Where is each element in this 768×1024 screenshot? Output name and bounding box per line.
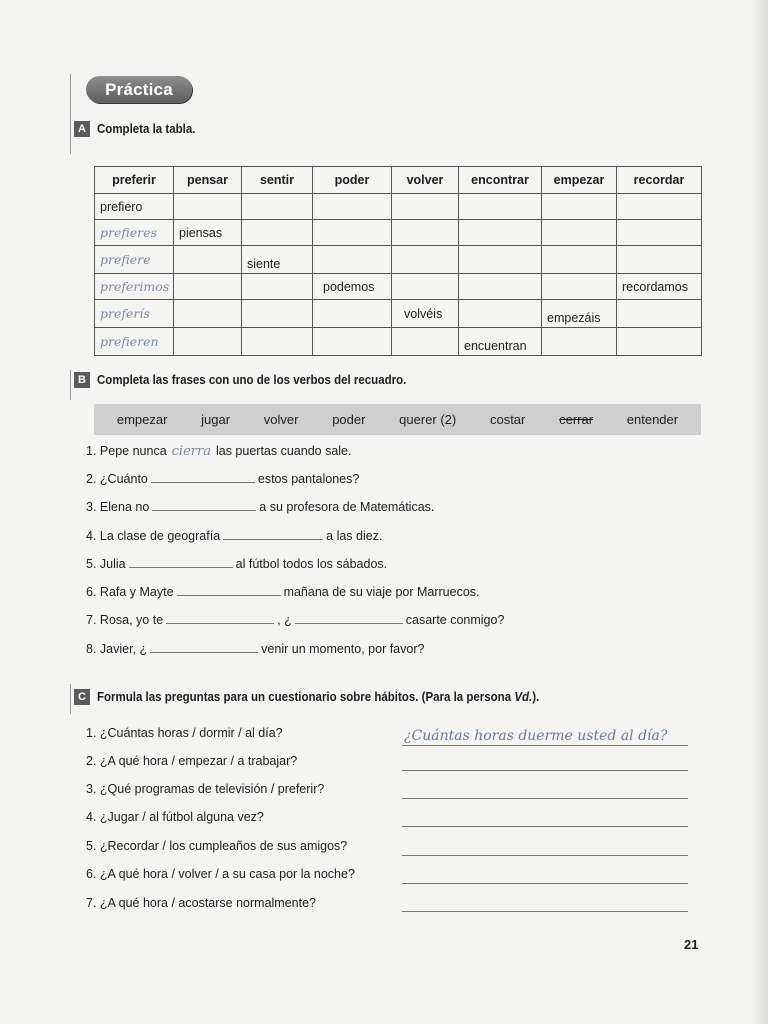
- page-edge-shadow: [750, 0, 768, 1024]
- table-cell: prefiero: [95, 194, 174, 220]
- section-b-header: [74, 372, 433, 388]
- answer-blank[interactable]: [152, 509, 256, 511]
- section-title-emphasis: Vd.: [514, 690, 533, 704]
- question: 6. ¿A qué hora / volver / a su casa por la noche?: [86, 867, 355, 881]
- answer-blank[interactable]: [177, 594, 281, 596]
- table-cell: encuentran: [459, 328, 542, 356]
- sentence: [86, 557, 387, 571]
- answer-line[interactable]: [402, 770, 688, 771]
- table-cell[interactable]: [242, 194, 313, 220]
- sentence-number: 4.: [86, 529, 97, 543]
- table-cell[interactable]: [542, 328, 617, 356]
- answer-blank[interactable]: [151, 481, 255, 483]
- page-number: 21: [684, 937, 699, 952]
- sentence-number: 8.: [86, 642, 97, 656]
- sentence-text: Elena no: [99, 500, 150, 514]
- table-header-row: [95, 167, 702, 194]
- section-title: Completa la tabla.: [97, 122, 196, 136]
- column-header: recordar: [617, 167, 702, 194]
- sentence: [86, 500, 434, 514]
- sentence-text: Pepe nunca: [99, 444, 167, 458]
- answer-line[interactable]: [402, 798, 688, 799]
- margin-rule: [70, 74, 71, 154]
- section-c-header: [74, 689, 578, 705]
- word-option: entender: [626, 412, 679, 427]
- section-letter: B: [74, 372, 90, 388]
- table-cell-handwritten: preferís: [95, 300, 174, 328]
- handwritten-answer: cierra: [171, 444, 211, 459]
- table-cell: volvéis: [392, 300, 459, 328]
- table-cell[interactable]: [242, 220, 313, 246]
- table-cell[interactable]: [392, 328, 459, 356]
- conjugation-table: [94, 166, 702, 356]
- practica-banner: Práctica: [86, 76, 192, 103]
- word-option: jugar: [201, 412, 231, 427]
- answer-line[interactable]: [402, 745, 688, 746]
- table-cell[interactable]: [459, 300, 542, 328]
- table-cell-handwritten: prefieren: [95, 328, 174, 356]
- answer-blank[interactable]: [295, 622, 403, 624]
- sentence: [86, 444, 351, 459]
- section-a-header: [74, 121, 204, 137]
- sentence: [86, 613, 504, 627]
- table-cell[interactable]: [459, 220, 542, 246]
- sentence-text: a las diez.: [326, 529, 383, 543]
- column-header: pensar: [174, 167, 242, 194]
- table-row: [95, 246, 702, 274]
- answer-blank[interactable]: [223, 538, 323, 540]
- answer-blank[interactable]: [150, 651, 258, 653]
- table-cell: piensas: [174, 220, 242, 246]
- sentence-text: Rafa y Mayte: [99, 585, 174, 599]
- table-cell[interactable]: [174, 274, 242, 300]
- sentence-text: las puertas cuando sale.: [215, 444, 352, 458]
- table-cell[interactable]: [242, 328, 313, 356]
- section-title-text: Formula las preguntas para un cuestionario sobre hábitos. (Para la persona: [97, 690, 512, 704]
- answer-line[interactable]: [402, 883, 688, 884]
- answer-line[interactable]: [402, 826, 688, 827]
- margin-rule: [70, 684, 71, 714]
- handwritten-answer: ¿Cuántas horas duerme usted al día?: [404, 728, 668, 744]
- answer-blank[interactable]: [166, 622, 274, 624]
- question: 5. ¿Recordar / los cumpleaños de sus amigos?: [86, 839, 348, 853]
- table-row: [95, 194, 702, 220]
- table-cell[interactable]: [242, 300, 313, 328]
- sentence-text: ¿Cuánto: [99, 472, 148, 486]
- table-cell: empezáis: [542, 300, 617, 328]
- table-cell-handwritten: prefiere: [95, 246, 174, 274]
- answer-line[interactable]: [402, 911, 688, 912]
- section-title-end: ).: [532, 690, 540, 704]
- sentence: [86, 529, 382, 543]
- sentence-text: estos pantalones?: [257, 472, 360, 486]
- sentence: [86, 642, 424, 656]
- section-letter: C: [74, 689, 90, 705]
- question: 7. ¿A qué hora / acostarse normalmente?: [86, 896, 316, 910]
- table-cell[interactable]: [174, 328, 242, 356]
- table-cell[interactable]: [242, 274, 313, 300]
- sentence-text: , ¿: [277, 613, 292, 627]
- sentence-text: Javier, ¿: [99, 642, 148, 656]
- table-cell[interactable]: [617, 220, 702, 246]
- sentence-text: mañana de su viaje por Marruecos.: [283, 585, 480, 599]
- sentence-number: 7.: [86, 613, 97, 627]
- word-option-crossed: cerrar: [559, 412, 594, 427]
- section-letter: A: [74, 121, 90, 137]
- table-cell[interactable]: [617, 300, 702, 328]
- table-cell[interactable]: [617, 328, 702, 356]
- table-cell[interactable]: [459, 194, 542, 220]
- sentence: [86, 472, 359, 486]
- table-cell[interactable]: [617, 194, 702, 220]
- column-header: encontrar: [459, 167, 542, 194]
- word-option: volver: [263, 412, 299, 427]
- margin-rule: [70, 370, 71, 400]
- section-title: Completa las frases con uno de los verbos del recuadro.: [97, 373, 407, 387]
- table-cell[interactable]: [313, 220, 392, 246]
- sentence-number: 5.: [86, 557, 97, 571]
- word-option: querer (2): [399, 412, 457, 427]
- sentence-number: 6.: [86, 585, 97, 599]
- table-cell: recordamos: [617, 274, 702, 300]
- table-cell[interactable]: [392, 246, 459, 274]
- sentence-number: 3.: [86, 500, 97, 514]
- column-header: empezar: [542, 167, 617, 194]
- section-title: [97, 690, 539, 704]
- table-cell: siente: [242, 246, 313, 274]
- table-cell: podemos: [313, 274, 392, 300]
- question: 4. ¿Jugar / al fútbol alguna vez?: [86, 810, 264, 824]
- column-header: volver: [392, 167, 459, 194]
- word-option: empezar: [116, 412, 168, 427]
- sentence-text: Julia: [99, 557, 126, 571]
- table-cell[interactable]: [174, 194, 242, 220]
- sentence-text: casarte conmigo?: [405, 613, 505, 627]
- table-cell[interactable]: [542, 220, 617, 246]
- table-cell[interactable]: [313, 328, 392, 356]
- word-box: [94, 404, 701, 435]
- question: 1. ¿Cuántas horas / dormir / al día?: [86, 726, 283, 740]
- column-header: sentir: [242, 167, 313, 194]
- table-cell[interactable]: [313, 300, 392, 328]
- table-cell[interactable]: [174, 300, 242, 328]
- sentence: [86, 585, 480, 599]
- sentence-text: venir un momento, por favor?: [261, 642, 425, 656]
- table-cell[interactable]: [313, 194, 392, 220]
- answer-line[interactable]: [402, 855, 688, 856]
- table-cell[interactable]: [459, 274, 542, 300]
- word-option: poder: [332, 412, 366, 427]
- table-cell[interactable]: [542, 246, 617, 274]
- table-cell[interactable]: [392, 194, 459, 220]
- question: 2. ¿A qué hora / empezar / a trabajar?: [86, 754, 298, 768]
- table-cell[interactable]: [617, 246, 702, 274]
- sentence-text: a su profesora de Matemáticas.: [259, 500, 435, 514]
- table-cell-handwritten: preferimos: [95, 274, 174, 300]
- sentence-text: Rosa, yo te: [99, 613, 164, 627]
- table-row: [95, 300, 702, 328]
- word-option: costar: [489, 412, 526, 427]
- table-cell[interactable]: [313, 246, 392, 274]
- sentence-number: 2.: [86, 472, 97, 486]
- answer-blank[interactable]: [129, 566, 233, 568]
- table-cell[interactable]: [542, 194, 617, 220]
- table-row: [95, 220, 702, 246]
- table-cell-handwritten: prefieres: [95, 220, 174, 246]
- table-cell[interactable]: [174, 246, 242, 274]
- table-row: [95, 328, 702, 356]
- table-cell[interactable]: [459, 246, 542, 274]
- sentence-text: La clase de geografía: [99, 529, 221, 543]
- sentence-number: 1.: [86, 444, 97, 458]
- sentence-text: al fútbol todos los sábados.: [235, 557, 388, 571]
- question: 3. ¿Qué programas de televisión / preferir?: [86, 782, 325, 796]
- column-header: poder: [313, 167, 392, 194]
- column-header: preferir: [95, 167, 174, 194]
- table-cell[interactable]: [542, 274, 617, 300]
- table-cell[interactable]: [392, 220, 459, 246]
- table-cell[interactable]: [392, 274, 459, 300]
- table-row: [95, 274, 702, 300]
